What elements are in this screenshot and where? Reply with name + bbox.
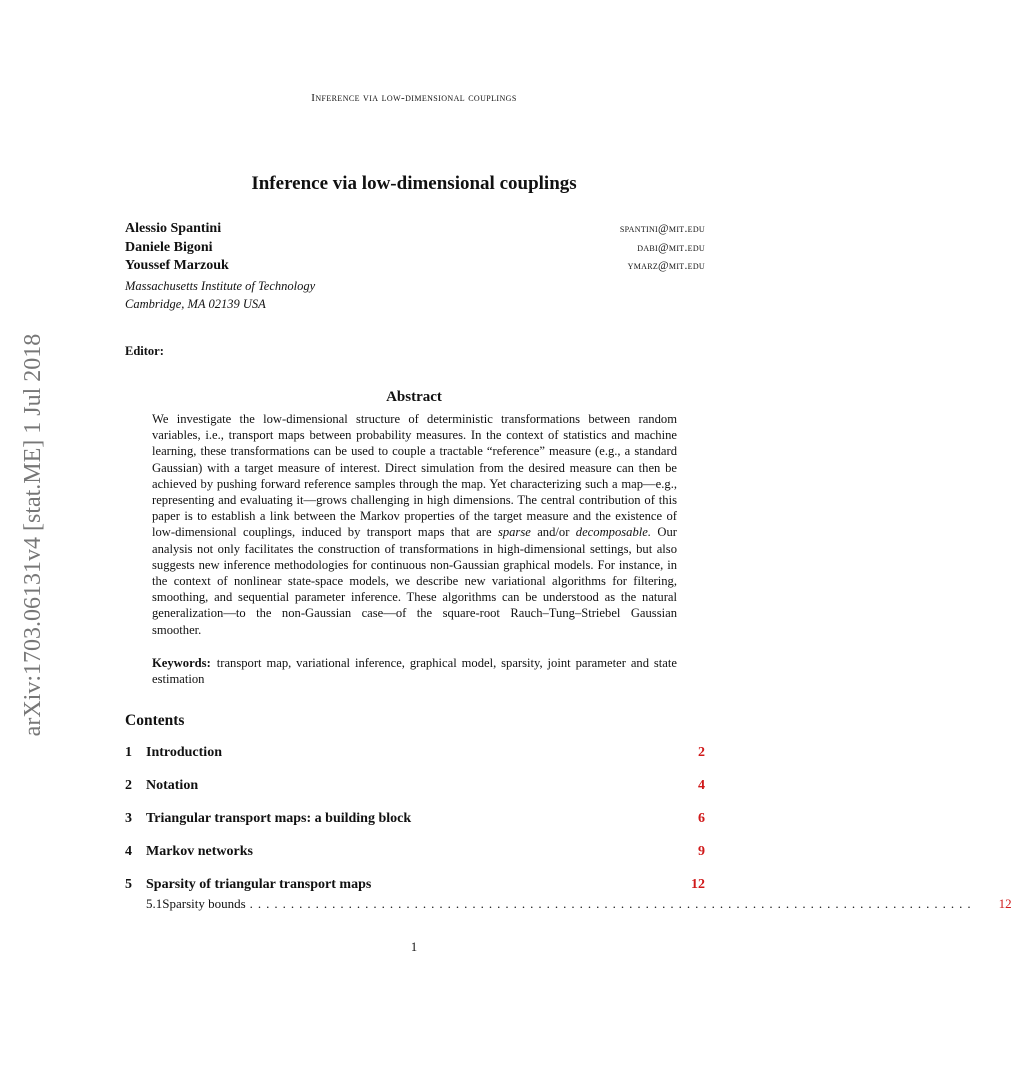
- toc-section-title: Notation: [146, 778, 199, 793]
- toc-section-title: Markov networks: [146, 844, 253, 859]
- author-email[interactable]: spantini@mit.edu: [619, 223, 705, 235]
- abstract-emphasis-sparse: sparse: [497, 525, 531, 540]
- toc-entry[interactable]: [125, 811, 705, 844]
- toc-entry[interactable]: [125, 745, 705, 778]
- keywords-text: transport map, variational inference, graphical model, sparsity, joint parameter and state estimation: [152, 656, 677, 687]
- abstract-emphasis-decomposable: decomposable.: [575, 525, 651, 540]
- abstract-heading: Abstract: [386, 389, 442, 405]
- toc-page-link[interactable]: 6: [698, 811, 705, 826]
- abstract-text-part: We investigate the low-dimensional structure of deterministic transformations between random variables, i.e., transport maps between probability measures. In the context of statistics and machine learning, these transformations can be used to couple a tractable “reference” measure (e.g., a standard Gaussian) with a target measure of interest. Direct simulation from the desired measure can then be achieved by pushing forward reference samples through the map. Yet characterizing such a map—e.g., representing and evaluating it—grows challenging in high dimensions. The central contribution of this paper is to establish a link between the Markov properties of the target measure and the existence of low-dimensional couplings, induced by transport maps that are: [152, 412, 677, 540]
- toc-section-number: 2: [125, 778, 132, 793]
- abstract-text-part: Our analysis not only facilitates the construction of transformations in high-dimensional settings, but also suggests new inference methodologies for continuous non-Gaussian graphical models. For instance, in the context of nonlinear state-space models, we describe new variational algorithms for filtering, smoothing, and sequential parameter inference. These algorithms can be understood as the natural generalization—to the non-Gaussian case—of the square-root Rauch–Tung–Striebel Gaussian smoother.: [152, 525, 677, 637]
- affiliation-institution: Massachusetts Institute of Technology: [125, 278, 316, 293]
- keywords-label: Keywords:: [152, 656, 211, 670]
- keywords-block: [152, 655, 677, 687]
- toc-page-link[interactable]: 9: [698, 844, 705, 859]
- table-of-contents: [125, 745, 1012, 914]
- toc-subsection-title: Sparsity bounds: [162, 896, 246, 911]
- contents-heading: Contents: [125, 712, 185, 729]
- toc-section-number: 5: [125, 877, 132, 892]
- toc-section-number: 1: [125, 745, 132, 760]
- toc-page-link[interactable]: 2: [698, 745, 705, 760]
- author-name: Alessio Spantini: [125, 221, 222, 236]
- toc-section-number: 3: [125, 811, 132, 826]
- toc-entry[interactable]: [125, 778, 705, 811]
- paper-title: Inference via low-dimensional couplings: [251, 173, 577, 194]
- author-name: Youssef Marzouk: [125, 258, 229, 273]
- toc-page-link[interactable]: 12: [998, 896, 1012, 911]
- toc-dot-leaders: ........................................................................................: [249, 896, 976, 911]
- author-email[interactable]: dabi@mit.edu: [637, 241, 705, 254]
- toc-section-title: Sparsity of triangular transport maps: [146, 877, 372, 892]
- author-row: [125, 221, 705, 240]
- arxiv-identifier-stamp: arXiv:1703.06131v4 [stat.ME] 1 Jul 2018: [20, 333, 46, 737]
- toc-page-link[interactable]: 12: [691, 877, 705, 892]
- author-row: [125, 258, 705, 277]
- toc-page-link[interactable]: 4: [698, 778, 705, 793]
- author-email[interactable]: ymarz@mit.edu: [627, 260, 705, 272]
- toc-subsection-number: 5.1: [146, 896, 163, 911]
- toc-section-title: Introduction: [146, 745, 222, 760]
- author-row: [125, 240, 705, 259]
- page-number: 1: [410, 940, 418, 954]
- toc-entry[interactable]: [125, 844, 705, 877]
- editor-label: Editor:: [125, 344, 164, 358]
- toc-subentry[interactable]: [125, 896, 1012, 914]
- abstract-text: [152, 411, 677, 638]
- author-name: Daniele Bigoni: [125, 239, 213, 255]
- toc-section-title: Triangular transport maps: a building block: [146, 811, 412, 826]
- affiliation-location: Cambridge, MA 02139 USA: [125, 297, 266, 311]
- running-head: Inference via low-dimensional couplings: [311, 92, 517, 104]
- abstract-text-part: and/or: [537, 525, 570, 540]
- author-block: [125, 221, 705, 314]
- toc-section-number: 4: [125, 844, 132, 859]
